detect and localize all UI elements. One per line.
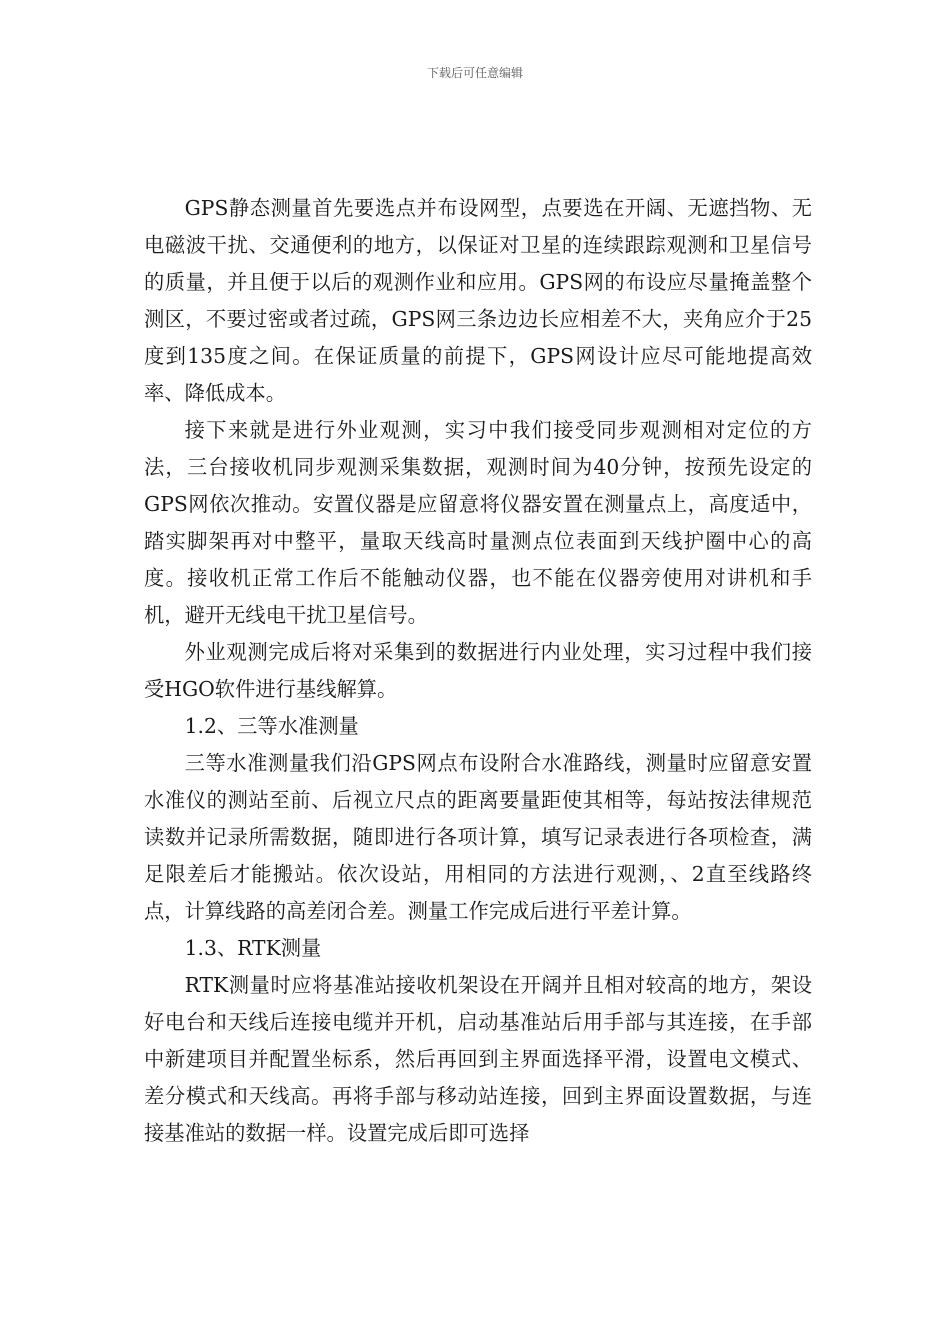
page-header: 下载后可任意编辑: [426, 66, 523, 80]
section-heading-rtk: 1.3、RTK测量: [184, 936, 322, 960]
section-heading-leveling: 1.2、三等水准测量: [184, 714, 359, 738]
paragraph-leveling: 三等水准测量我们沿GPS网点布设附合水准路线，测量时应留意安置水准仪的测站至前、后视立尺点的距离要量距使其相等，每站按法律规范读数并记录所需数据，随即进行各项计算，填写记录表进行各项检查，满足限差后才能搬站。依次设站，用相同的方法进行观测，、2直至线路终点，计算线路的高差闭合差。测量工作完成后进行平差计算。: [144, 751, 812, 923]
paragraph-gps-static: GPS静态测量首先要选点并布设网型，点要选在开阔、无遮挡物、无电磁波干扰、交通便利的地方，以保证对卫星的连续跟踪观测和卫星信号的质量，并且便于以后的观测作业和应用。GPS网的布设应尽量掩盖整个测区，不要过密或者过疏，GPS网三条边边长应相差不大，夹角应介于25度到135度之间。在保证质量的前提下，GPS网设计应尽可能地提高效率、降低成本。: [144, 196, 812, 405]
paragraph-rtk: RTK测量时应将基准站接收机架设在开阔并且相对较高的地方，架设好电台和天线后连接电缆并开机，启动基准站后用手部与其连接，在手部中新建项目并配置坐标系，然后再回到主界面选择平滑，设置电文模式、差分模式和天线高。再将手部与移动站连接，回到主界面设置数据，与连接基准站的数据一样。设置完成后即可选择: [144, 973, 812, 1145]
document-body: [144, 190, 812, 1152]
paragraph-data-processing: 外业观测完成后将对采集到的数据进行内业处理，实习过程中我们接受HGO软件进行基线解算。: [144, 640, 812, 701]
paragraph-field-observation: 接下来就是进行外业观测，实习中我们接受同步观测相对定位的方法，三台接收机同步观测采集数据，观测时间为40分钟，按预先设定的GPS网依次推动。安置仪器是应留意将仪器安置在测量点上，高度适中，踏实脚架再对中整平，量取天线高时量测点位表面到天线护圈中心的高度。接收机正常工作后不能触动仪器，也不能在仪器旁使用对讲机和手机，避开无线电干扰卫星信号。: [144, 418, 812, 627]
